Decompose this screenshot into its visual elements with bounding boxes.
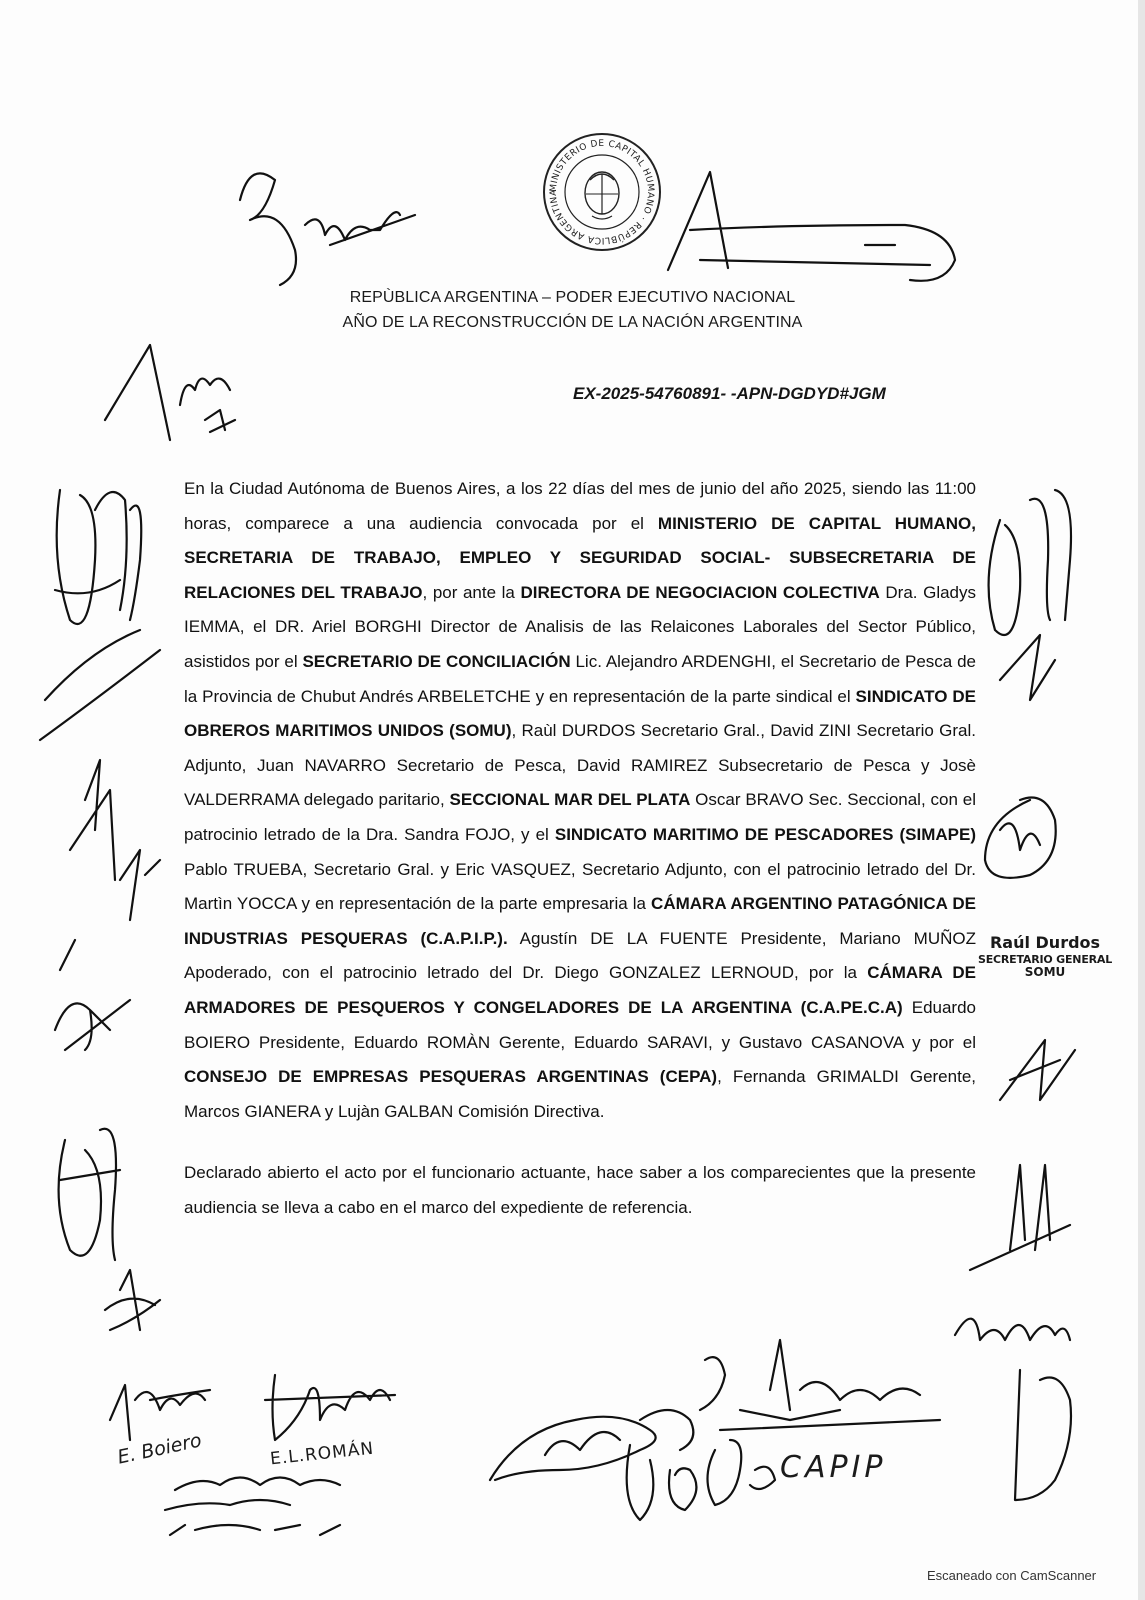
- bold-run: MINISTERIO DE CAPITAL HUMANO, SECRETARIA DE TRABAJO, EMPLEO Y SEGURIDAD SOCIAL- SUBSECRETARIA DE RELACIONES DEL TRABAJO: [184, 513, 976, 602]
- bold-run: SECCIONAL MAR DEL PLATA: [449, 790, 691, 810]
- bold-run: CÁMARA ARGENTINO PATAGÓNICA DE INDUSTRIAS PESQUERAS (C.A.P.I.P.).: [184, 894, 976, 948]
- text-run: , Fernanda GRIMALDI Gerente, Marcos GIANERA y Lujàn GALBAN Comisión Directiva.: [184, 1067, 976, 1121]
- text-run: , Raùl DURDOS Secretario Gral., David ZINI Secretario Gral. Adjunto, Juan NAVARRO Secretario de Pesca, David RAMIREZ Subsecretario de Pesca y Josè VALDERRAMA delegado paritario,: [184, 721, 976, 810]
- bold-run: SINDICATO MARITIMO DE PESCADORES (SIMAPE): [554, 824, 976, 844]
- somu-signature-stamp: [970, 933, 1120, 979]
- signature-capip: CAPIP: [780, 1450, 887, 1485]
- text-run: Dra. Gladys IEMMA, el DR. Ariel BORGHI Director de Analisis de las Relaicones Laborales del Sector Público, asistidos por el: [184, 582, 977, 671]
- stamp-name: Raúl Durdos: [989, 933, 1101, 952]
- text-run: Pablo TRUEBA, Secretario Gral. y Eric VASQUEZ, Secretario Adjunto, con el patrocinio letrado del Dr. Martìn YOCCA y en representación de la parte empresaria la: [184, 859, 976, 914]
- scanner-footer: Escaneado con CamScanner: [927, 1568, 1097, 1583]
- header-line-1: REPÙBLICA ARGENTINA – PODER EJECUTIVO NACIONAL: [349, 289, 796, 306]
- text-run: , por ante la: [422, 582, 521, 602]
- text-run: En la Ciudad Autónoma de Buenos Aires, a los 22 días del mes de junio del año 2025, siendo las 11:00 horas, comparece a una audiencia convocada por el: [184, 479, 976, 533]
- expediente-number: EX-2025-54760891- -APN-DGDYD#JGM: [573, 384, 886, 403]
- paragraph-2: Declarado abierto el acto por el funcionario actuante, hace saber a los comparecientes que la presente audiencia se lleva a cabo en el marco del expediente de referencia.: [184, 1163, 976, 1217]
- stamp-title: SECRETARIO GENERAL: [977, 953, 1113, 966]
- signature-name-roman: E.L.ROMÁN: [269, 1438, 375, 1470]
- stamp-org: SOMU: [1024, 965, 1066, 979]
- paragraph-1: [184, 472, 976, 1129]
- text-run: Eduardo BOIERO Presidente, Eduardo ROMÀN Gerente, Eduardo SARAVI, y Gustavo CASANOVA y por el: [184, 997, 976, 1052]
- signature-name-boiero: E. Boiero: [115, 1429, 204, 1469]
- document-body: [184, 472, 976, 1225]
- bold-run: CÁMARA DE ARMADORES DE PESQUEROS Y CONGELADORES DE LA ARGENTINA (C.A.PE.C.A): [184, 963, 976, 1017]
- ministry-seal: [540, 130, 664, 254]
- text-run: Oscar BRAVO Sec. Seccional, con el patrocinio letrado de la Dra. Sandra FOJO, y el: [184, 790, 976, 844]
- bold-run: SECRETARIO DE CONCILIACIÓN: [302, 651, 571, 671]
- page-edge: [1138, 0, 1145, 1600]
- seal-text: MINISTERIO DE CAPITAL HUMANO · REPÚBLICA ARGENTINA: [548, 138, 656, 246]
- text-run: Lic. Alejandro ARDENGHI, el Secretario de Pesca de la Provincia de Chubut Andrés ARBELETCHE y en representación de la parte sindical el: [184, 651, 976, 706]
- text-run: Agustín DE LA FUENTE Presidente, Mariano MUÑOZ Apoderado, con el patrocinio letrado del Dr. Diego GONZALEZ LERNOUD, por la: [184, 928, 976, 983]
- bold-run: DIRECTORA DE NEGOCIACION COLECTIVA: [520, 582, 880, 602]
- bold-run: SINDICATO DE OBREROS MARITIMOS UNIDOS (SOMU): [184, 686, 976, 741]
- header-line-2: AÑO DE LA RECONSTRUCCIÓN DE LA NACIÓN ARGENTINA: [342, 314, 803, 331]
- bold-run: CONSEJO DE EMPRESAS PESQUERAS ARGENTINAS (CEPA): [184, 1067, 718, 1087]
